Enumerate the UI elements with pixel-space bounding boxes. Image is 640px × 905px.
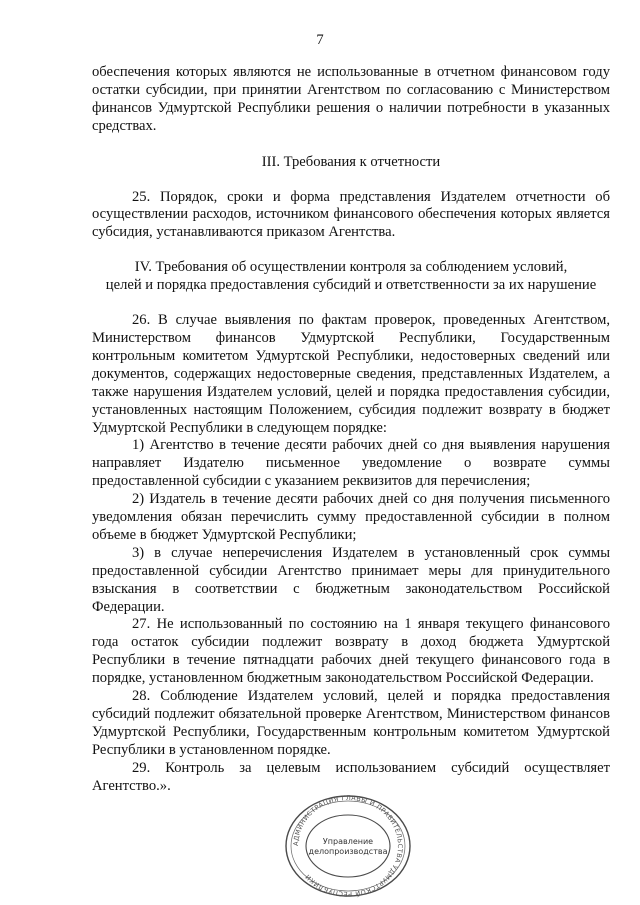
section-4-title-line-1: IV. Требования об осуществлении контроля за соблюдением условий, xyxy=(134,259,568,276)
paragraph-26-item-2: 2) Издатель в течение десяти рабочих дней со дня получения письменного уведомления обязан перечислить сумму предоставленной субсидии в полном объеме в бюджет Удмуртской Республики; xyxy=(92,491,610,543)
page-number: 7 xyxy=(316,32,324,48)
seal-inner-line-2: делопроизводства xyxy=(308,847,388,856)
paragraph-25: 25. Порядок, сроки и форма представления Издателем отчетности об осуществлении расходов, источником финансового обеспечения которых является субсидия, устанавливаются приказом Агентства. xyxy=(92,188,610,241)
paragraph-27: 27. Не использованный по состоянию на 1 января текущего финансового года остаток субсидии подлежит возврату в доход бюджета Удмуртской Республики в течение пятнадцати рабочих дней текущего финансового года в порядке, установленном бюджетным законодательством Российской Федерации. xyxy=(92,616,610,687)
continuation-paragraph: обеспечения которых являются не использованные в отчетном финансовом году остатки субсидии, при принятии Агентством по согласованию с Министерством финансов Удмуртской Республики решения о наличии потребности в указанных средствах. xyxy=(92,64,610,134)
paragraph-26-item-1: 1) Агентство в течение десяти рабочих дней со дня выявления нарушения направляет Издателю письменное уведомление о возврате суммы предоставленной субсидии с указанием реквизитов для перечисления; xyxy=(92,437,610,490)
section-3-title: III. Требования к отчетности xyxy=(261,153,441,170)
paragraph-29: 29. Контроль за целевым использованием субсидий осуществляет Агентство.». xyxy=(92,759,610,794)
document-body xyxy=(92,64,610,796)
seal-ring-text: АДМИНИСТРАЦИЯ ГЛАВЫ И ПРАВИТЕЛЬСТВА УДМУРТСКОЙ РЕСПУБЛИКИ xyxy=(291,793,405,899)
section-4-title-line-2: целей и порядка предоставления субсидий и ответственности за их нарушение xyxy=(105,277,597,294)
official-seal-stamp xyxy=(282,793,414,899)
paragraph-26: 26. В случае выявления по фактам проверок, проведенных Агентством, Министерством финансов Удмуртской Республики, Государственным контрольным комитетом Удмуртской Республики, недостоверных сведений или документов, содержащих недостоверные сведения, представленных Издателем, а также нарушения Издателем условий, целей и порядка предоставления субсидии, установленных настоящим Положением, субсидия подлежит возврату в бюджет Удмуртской Республики в следующем порядке: xyxy=(92,312,610,436)
paragraph-28: 28. Соблюдение Издателем условий, целей и порядка предоставления субсидий подлежит обязательной проверке Агентством, Министерством финансов Удмуртской Республики, Государственным контрольным комитетом Удмуртской Республики в установленном порядке. xyxy=(92,688,610,758)
seal-inner-line-1: Управление xyxy=(322,837,374,846)
paragraph-26-item-3: 3) в случае неперечисления Издателем в установленный срок суммы предоставленной субсидии Агентство принимает меры для принудительного взыскания в соответствии с бюджетным законодательством Российской Федерации. xyxy=(92,544,610,615)
